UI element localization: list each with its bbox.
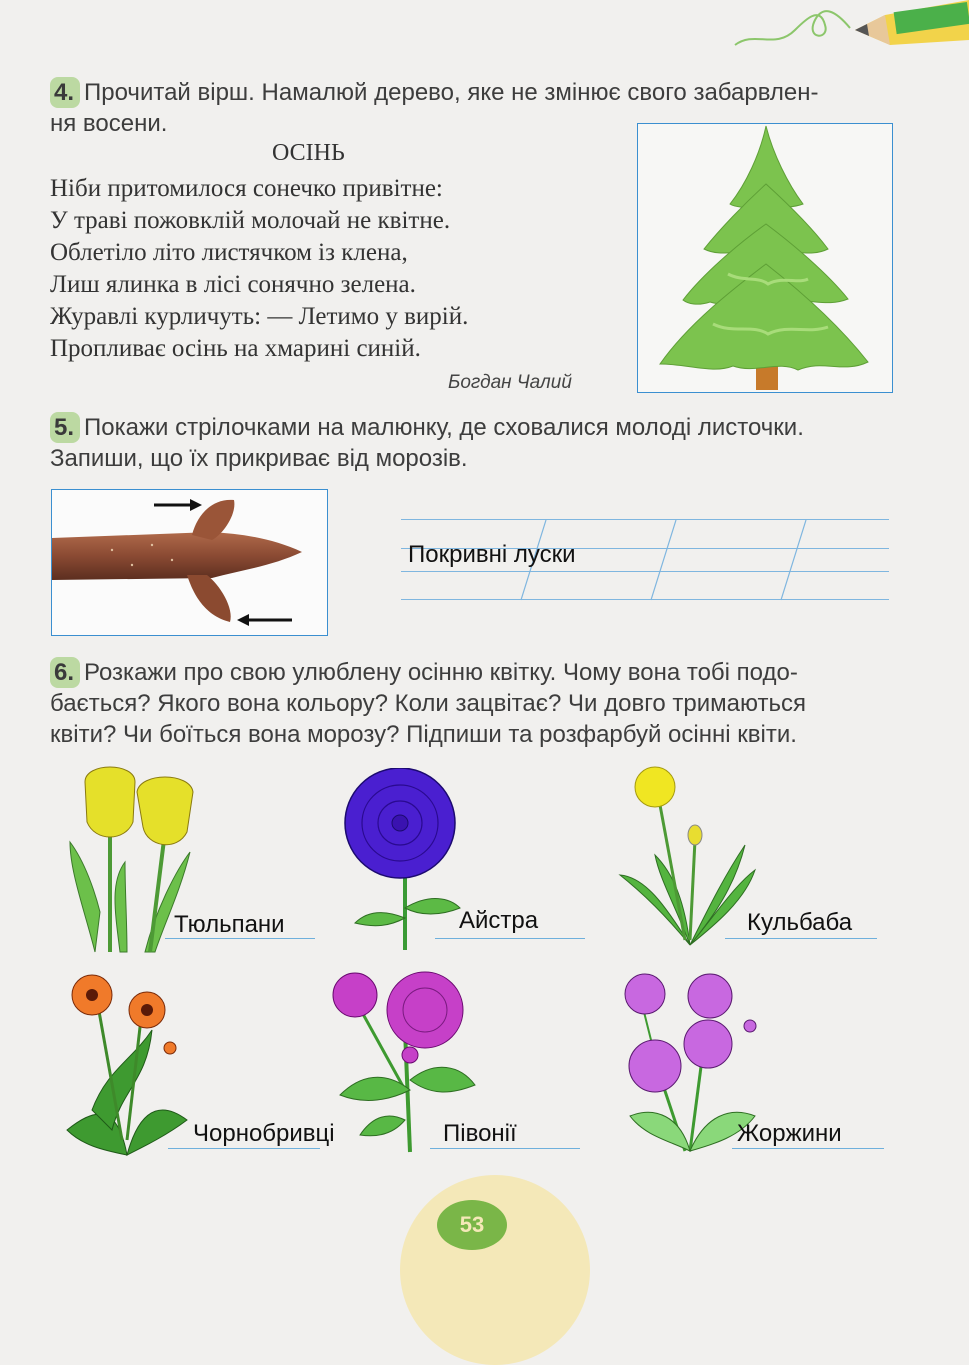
poem [50,173,468,365]
task5-text-line1: Покажи стрілочками на малюнку, де сховалися молоді листочки. [84,414,804,441]
page-number-badge [437,1200,507,1250]
flower-label-line [732,1148,884,1149]
poem-line: Ніби притомилося сонечко привітне: [50,175,443,202]
poem-line: Журавлі курличуть: — Летимо у вирій. [50,303,469,330]
task4-text-line1: Прочитай вірш. Намалюй дерево, яке не змінює свого забарвлен- [84,79,819,106]
poem-line: Облетіло літо листячком із клена, [50,239,408,266]
drawing-box[interactable] [637,123,893,393]
marigold-icon [62,970,192,1162]
poem-title: ОСІНЬ [272,140,345,166]
task4-text-line2: ня восени. [50,110,168,137]
flower-label-tulip[interactable]: Тюльпани [174,911,285,938]
task6-text-line3: квіти? Чи боїться вона морозу? Підпиши та розфарбуй осінні квіти. [50,721,797,748]
poem-line: Пропливає осінь на хмарині синій. [50,335,421,362]
dandelion-icon [615,765,765,950]
poem-line: Лиш ялинка в лісі сонячно зелена. [50,271,416,298]
pencil-decoration [725,0,969,60]
task6-number: 6. [50,657,80,688]
task4-number: 4. [50,77,80,108]
flower-label-line [435,938,585,939]
page-number-decoration [400,1175,590,1365]
flower-label-marigold[interactable]: Чорнобривці [193,1120,335,1147]
task5-answer[interactable]: Покривні луски [408,541,576,568]
task5-instruction [50,412,900,474]
page-number: 53 [459,1212,485,1237]
fir-tree-drawing [638,124,892,392]
task6-text-line1: Розкажи про свою улюблену осінню квітку. Чому вона тобі подо- [84,659,798,686]
flower-label-aster[interactable]: Айстра [459,907,539,934]
task5-text-line2: Запиши, що їх прикриває від морозів. [50,445,468,472]
twig-picture-box [51,489,328,636]
flower-label-line [168,1148,320,1149]
task6-instruction [50,657,910,750]
poem-line: У траві пожовклій молочай не квітне. [50,207,451,234]
arrow-left-icon [237,614,292,626]
aster-icon [340,768,470,953]
task6-text-line2: бається? Якого вона кольору? Коли зацвітає? Чи довго тримаються [50,690,806,717]
task5-number: 5. [50,412,80,443]
flower-label-dandelion[interactable]: Кульбаба [747,909,853,936]
flower-label-dahlia[interactable]: Жоржини [737,1120,842,1147]
poem-author: Богдан Чалий [448,372,572,393]
arrow-right-icon [154,499,202,511]
flower-label-line [430,1148,580,1149]
flower-label-peony[interactable]: Півонії [443,1120,517,1147]
twig-bud-icon [52,490,327,635]
flower-label-line [725,938,877,939]
